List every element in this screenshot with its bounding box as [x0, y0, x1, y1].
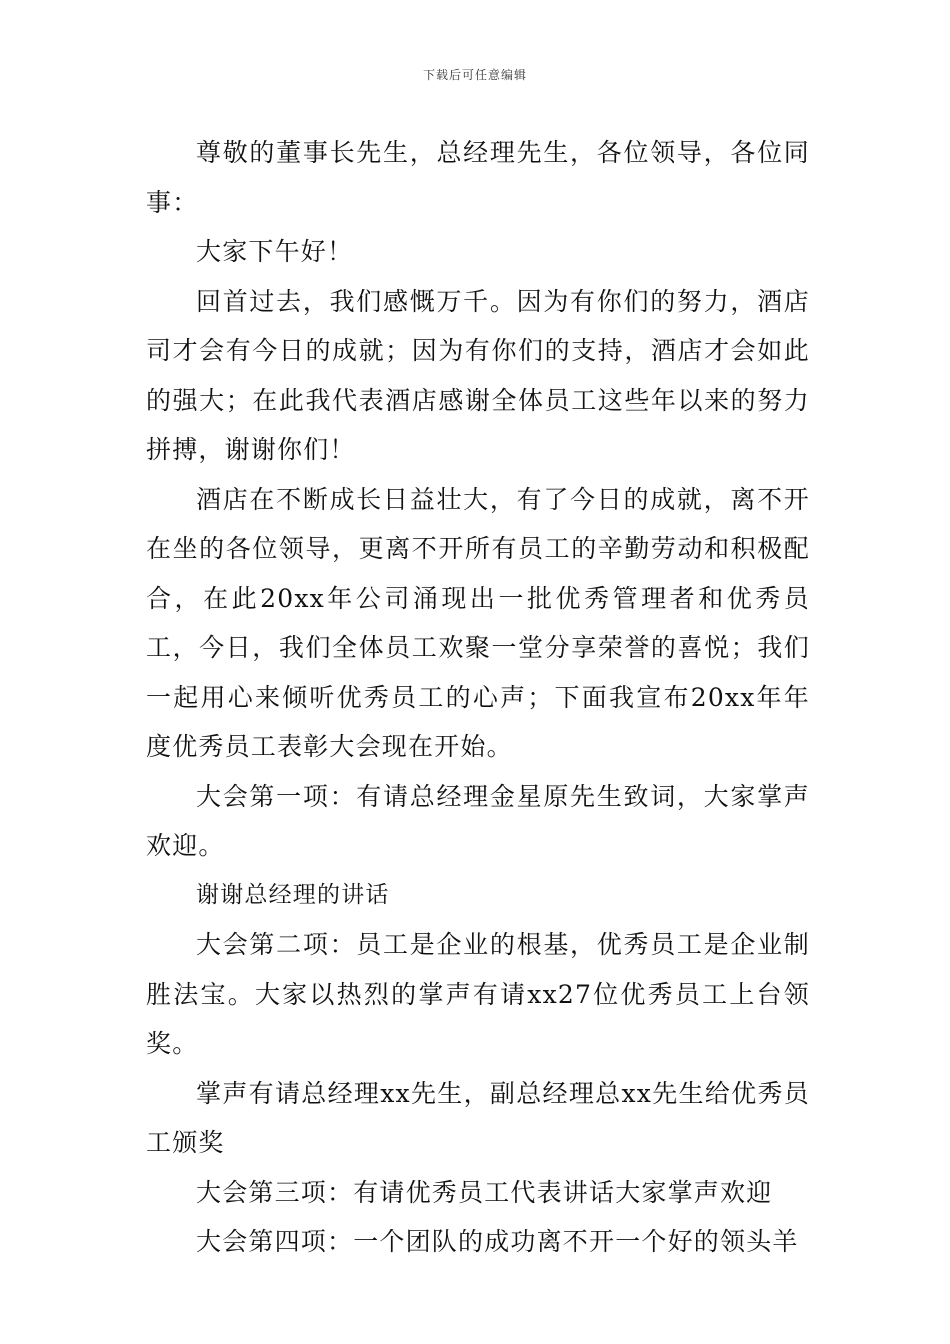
page-header: 下载后可任意编辑 [422, 68, 527, 82]
paragraph-item-four: 大会第四项：一个团队的成功离不开一个好的领头羊 [196, 1227, 799, 1256]
paragraph-greeting: 大家下午好！ [196, 237, 354, 266]
paragraph-thanks: 谢谢总经理的讲话 [196, 881, 390, 908]
paragraph-salutation: 尊敬的董事长先生，总经理先生，各位领导，各位同事： [146, 138, 810, 217]
paragraph-item-one: 大会第一项：有请总经理金星原先生致词，大家掌声欢迎。 [146, 781, 810, 860]
paragraph-awards: 掌声有请总经理xx先生，副总经理总xx先生给优秀员工颁奖 [146, 1078, 810, 1157]
paragraph-opening: 酒店在不断成长日益壮大，有了今日的成就，离不开在坐的各位领导，更离不开所有员工的辛勤劳动和积极配合，在此20xx年公司涌现出一批优秀管理者和优秀员工，今日，我们全体员工欢聚一堂分享荣誉的喜悦；我们一起用心来倾听优秀员工的心声；下面我宣布20xx年年度优秀员工表彰大会现在开始。 [146, 484, 810, 761]
paragraph-item-three: 大会第三项：有请优秀员工代表讲话大家掌声欢迎 [196, 1177, 773, 1207]
paragraph-item-two: 大会第二项：员工是企业的根基，优秀员工是企业制胜法宝。大家以热烈的掌声有请xx27位优秀员工上台领奖。 [146, 930, 810, 1058]
paragraph-retrospect: 回首过去，我们感慨万千。因为有你们的努力，酒店司才会有今日的成就；因为有你们的支持，酒店才会如此的强大；在此我代表酒店感谢全体员工这些年以来的努力拼搏，谢谢你们！ [146, 286, 810, 464]
document-body [146, 128, 810, 1267]
